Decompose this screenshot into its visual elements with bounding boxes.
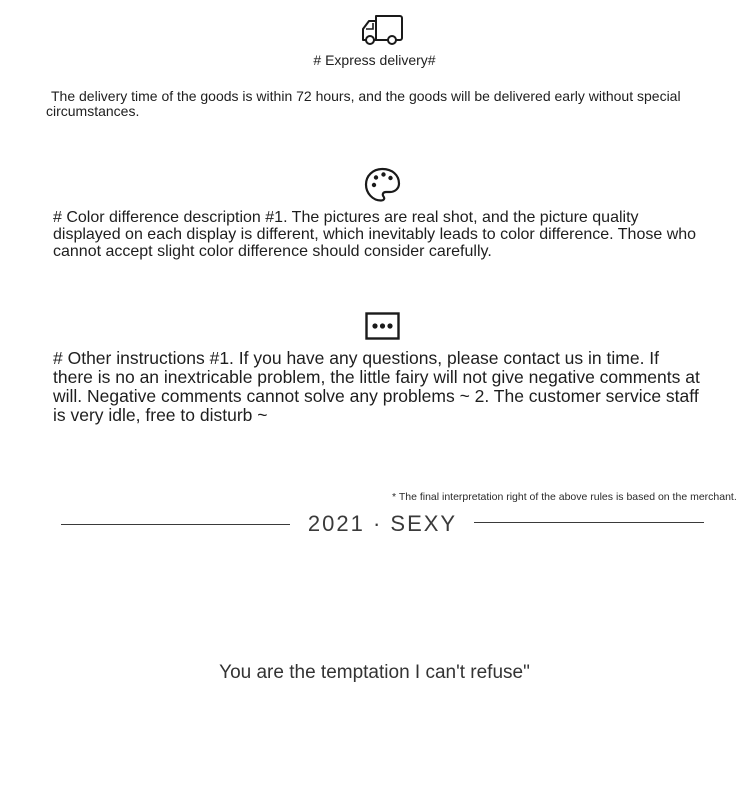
merchant-note: * The final interpretation right of the above rules is based on the merchant. (392, 491, 737, 503)
more-dots-icon (365, 312, 400, 340)
divider-right (474, 522, 704, 523)
divider-left (61, 524, 290, 525)
palette-icon (364, 167, 401, 203)
color-difference-text: # Color difference description #1. The pictures are real shot, and the picture quality displayed on each display is different, which inevitably leads to color difference. Those who cannot accept slight color difference should consider carefully. (53, 209, 697, 260)
express-delivery-title: # Express delivery# (313, 52, 436, 68)
truck-icon (361, 10, 403, 46)
other-instructions-text: # Other instructions #1. If you have any questions, please contact us in time. If there is no an inextricable problem, the little fairy will not give negative comments at will. Negative comments cannot solve any problems ~ 2. The customer service staff is very idle, free to disturb ~ (53, 348, 700, 425)
tagline: You are the temptation I can't refuse" (219, 662, 530, 683)
brand-year-label: 2021 · SEXY (307, 511, 458, 536)
express-delivery-text: The delivery time of the goods is within 72 hours, and the goods will be delivered early without special circumstances. (46, 88, 681, 119)
